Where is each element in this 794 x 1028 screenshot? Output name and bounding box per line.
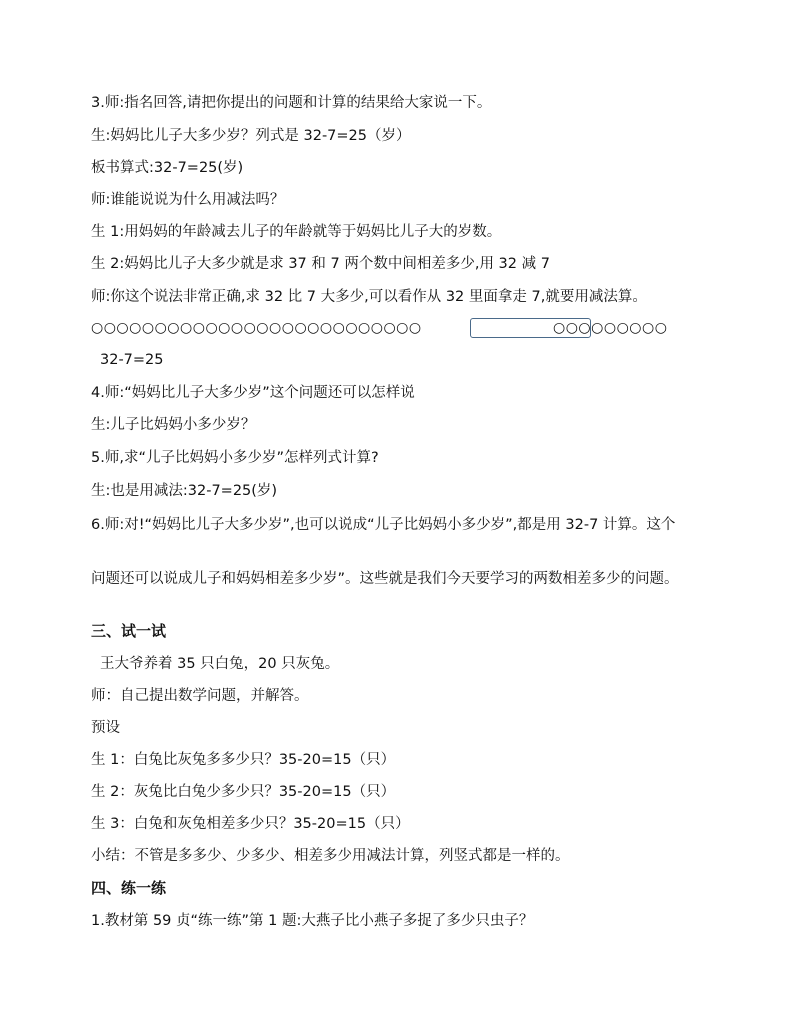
paragraph-exercise1: 1.教材第 59 贞“练一练”第 1 题:大燕子比小燕子多捉了多少只虫子？ bbox=[91, 913, 534, 929]
paragraph-board-formula: 板书算式:32-7=25(岁) bbox=[91, 160, 244, 176]
circles-right: ○○○○○○○○○ bbox=[553, 320, 668, 336]
paragraph-summary: 小结：不管是多多少、少多少、相差多少用减法计算，列竖式都是一样的。 bbox=[91, 848, 570, 864]
circles-left: ○○○○○○○○○○○○○○○○○○○○○○○○○○ bbox=[91, 320, 422, 336]
paragraph-topic-intro: 问题还可以说成儿子和妈妈相差多少岁”。这些就是我们今天要学习的两数相差多少的问题。 bbox=[91, 571, 679, 587]
paragraph-student-son: 生:儿子比妈妈小多少岁？ bbox=[91, 417, 256, 433]
paragraph-preset: 预设 bbox=[91, 720, 120, 736]
paragraph-student-subtract: 生:也是用减法:32-7=25(岁) bbox=[91, 483, 278, 499]
paragraph-answer1: 生 1：白兔比灰兔多多少只？35-20=15（只） bbox=[91, 752, 396, 768]
paragraph-answer2: 生 2：灰兔比白兔少多少只？35-20=15（只） bbox=[91, 784, 396, 800]
paragraph-question5: 5.师,求“儿子比妈妈小多少岁”怎样列式计算? bbox=[91, 450, 379, 466]
paragraph-student2: 生 2:妈妈比儿子大多少就是求 37 和 7 两个数中间相差多少,用 32 减 7 bbox=[91, 256, 550, 272]
paragraph-teacher-summary: 6.师:对!“妈妈比儿子大多少岁”,也可以说成“儿子比妈妈小多少岁”,都是用 32-7 计算。这个 bbox=[91, 517, 676, 533]
paragraph-student-answer: 生:妈妈比儿子大多少岁？列式是 32-7=25（岁） bbox=[91, 128, 411, 144]
equation-line: 32-7=25 bbox=[100, 352, 164, 368]
section-heading-practice: 四、练一练 bbox=[91, 879, 167, 897]
section-heading-try: 三、试一试 bbox=[91, 622, 167, 640]
paragraph-student1: 生 1:用妈妈的年龄减去儿子的年龄就等于妈妈比儿子大的岁数。 bbox=[91, 224, 502, 240]
paragraph-question4: 4.师:“妈妈比儿子大多少岁”这个问题还可以怎样说 bbox=[91, 385, 415, 401]
paragraph-teacher-why: 师:谁能说说为什么用减法吗？ bbox=[91, 192, 285, 208]
paragraph-teacher-ask: 3.师:指名回答,请把你提出的问题和计算的结果给大家说一下。 bbox=[91, 95, 492, 111]
paragraph-teacher-task: 师：自己提出数学问题，并解答。 bbox=[91, 688, 309, 704]
paragraph-answer3: 生 3：白兔和灰兔相差多少只？35-20=15（只） bbox=[91, 816, 410, 832]
paragraph-rabbits: 王大爷养着 35 只白兔，20 只灰兔。 bbox=[100, 656, 340, 672]
paragraph-teacher-correct: 师:你这个说法非常正确,求 32 比 7 大多少,可以看作从 32 里面拿走 7,就要用减法算。 bbox=[91, 289, 647, 305]
